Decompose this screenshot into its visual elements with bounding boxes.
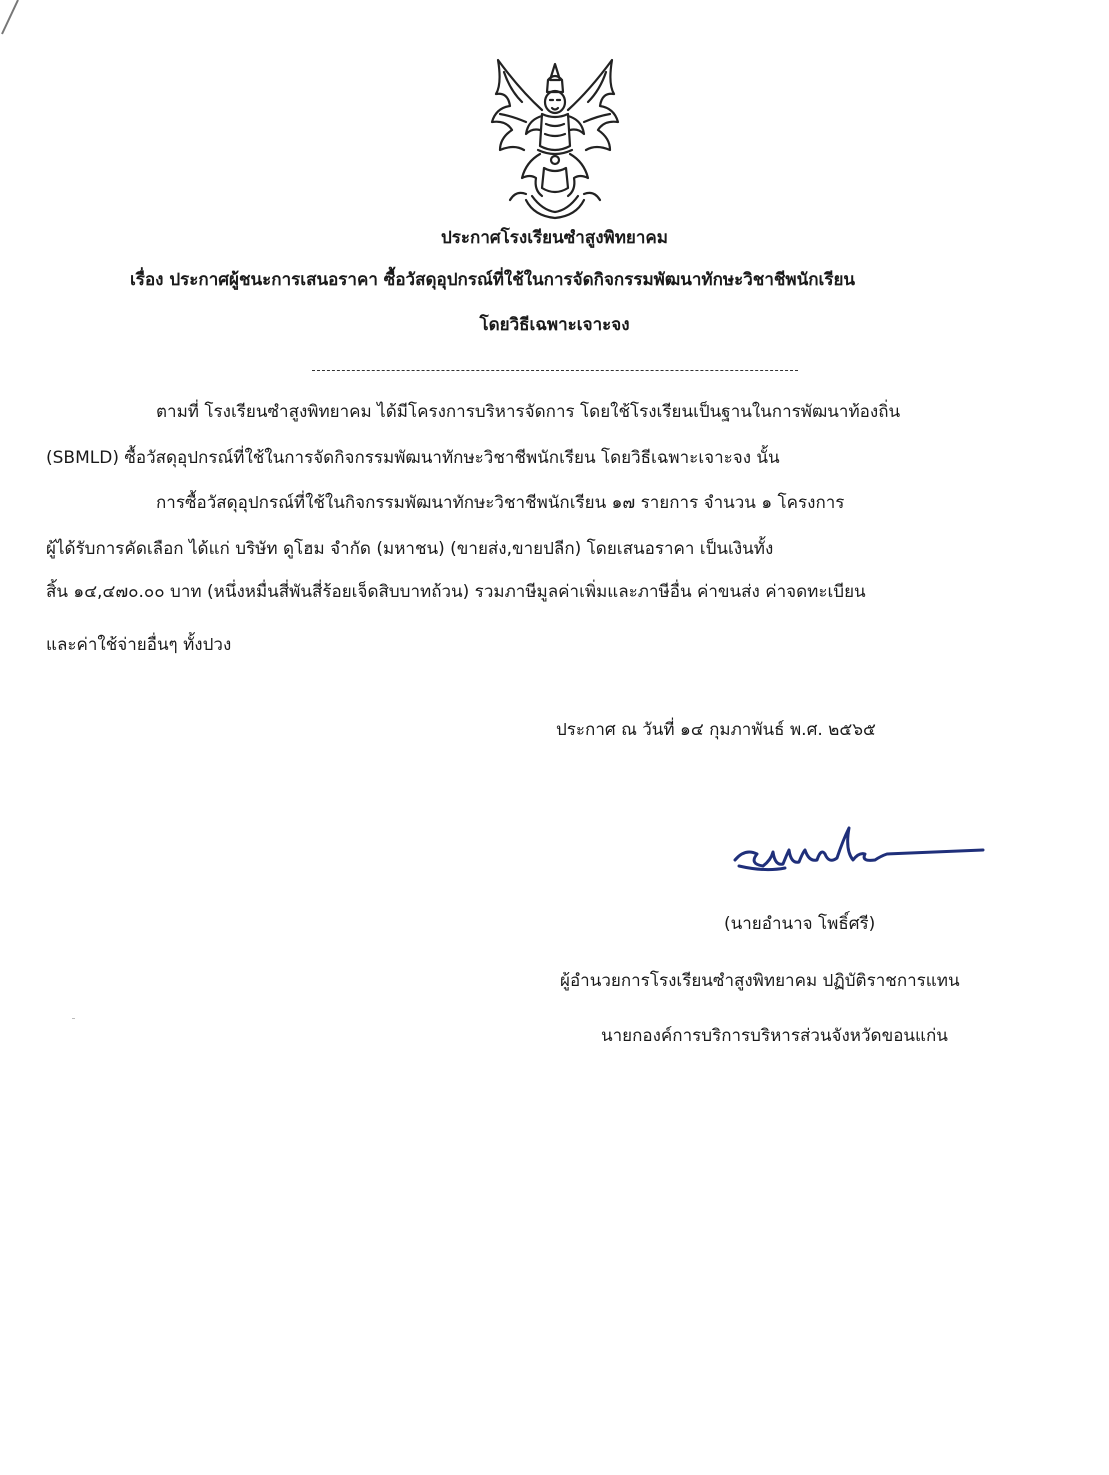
paragraph2-line3: สิ้น ๑๔,๔๗๐.๐๐ บาท (หนึ่งหมื่นสี่พันสี่ร้อยเจ็ดสิบบาทถ้วน) รวมภาษีมูลค่าเพิ่มและภาษีอื่น ค่าขนส่ง ค่าจดทะเบียน	[46, 582, 866, 602]
header-divider	[312, 370, 798, 371]
subject-method: โดยวิธีเฉพาะเจาะจง	[479, 315, 630, 335]
scan-edge-mark	[0, 0, 30, 40]
document-title: ประกาศโรงเรียนซำสูงพิทยาคม	[440, 228, 669, 248]
paragraph2-line1: การซื้อวัสดุอุปกรณ์ที่ใช้ในกิจกรรมพัฒนาทักษะวิชาชีพนักเรียน ๑๗ รายการ จำนวน ๑ โครงการ	[156, 493, 845, 513]
subject-line	[130, 268, 855, 292]
signatory-position-line1: ผู้อำนวยการโรงเรียนซำสูงพิทยาคม ปฏิบัติราชการแทน	[560, 971, 960, 991]
subject-text: ประกาศผู้ชนะการเสนอราคา ซื้อวัสดุอุปกรณ์ที่ใช้ในการจัดกิจกรรมพัฒนาทักษะวิชาชีพนักเรียน	[169, 270, 856, 290]
scan-speck	[72, 1018, 75, 1019]
garuda-emblem-icon	[470, 50, 640, 222]
paragraph1-line1: ตามที่ โรงเรียนซำสูงพิทยาคม ได้มีโครงการบริหารจัดการ โดยใช้โรงเรียนเป็นฐานในการพัฒนาท้องถิ่น	[156, 402, 901, 422]
announcement-date: ประกาศ ณ วันที่ ๑๔ กุมภาพันธ์ พ.ศ. ๒๕๖๕	[556, 720, 876, 740]
handwritten-signature	[725, 820, 995, 890]
signatory-name: (นายอำนาจ โพธิ์ศรี)	[724, 914, 876, 934]
paragraph1-line2: (SBMLD) ซื้อวัสดุอุปกรณ์ที่ใช้ในการจัดกิจกรรมพัฒนาทักษะวิชาชีพนักเรียน โดยวิธีเฉพาะเจาะจง นั้น	[46, 448, 780, 468]
paragraph2-line4: และค่าใช้จ่ายอื่นๆ ทั้งปวง	[46, 635, 232, 655]
subject-label: เรื่อง	[130, 270, 164, 290]
paragraph2-line2: ผู้ได้รับการคัดเลือก ได้แก่ บริษัท ดูโฮม จำกัด (มหาชน) (ขายส่ง,ขายปลีก) โดยเสนอราคา เป็นเงินทั้ง	[46, 539, 774, 559]
signatory-position-line2: นายกองค์การบริการบริหารส่วนจังหวัดขอนแก่น	[601, 1026, 948, 1046]
